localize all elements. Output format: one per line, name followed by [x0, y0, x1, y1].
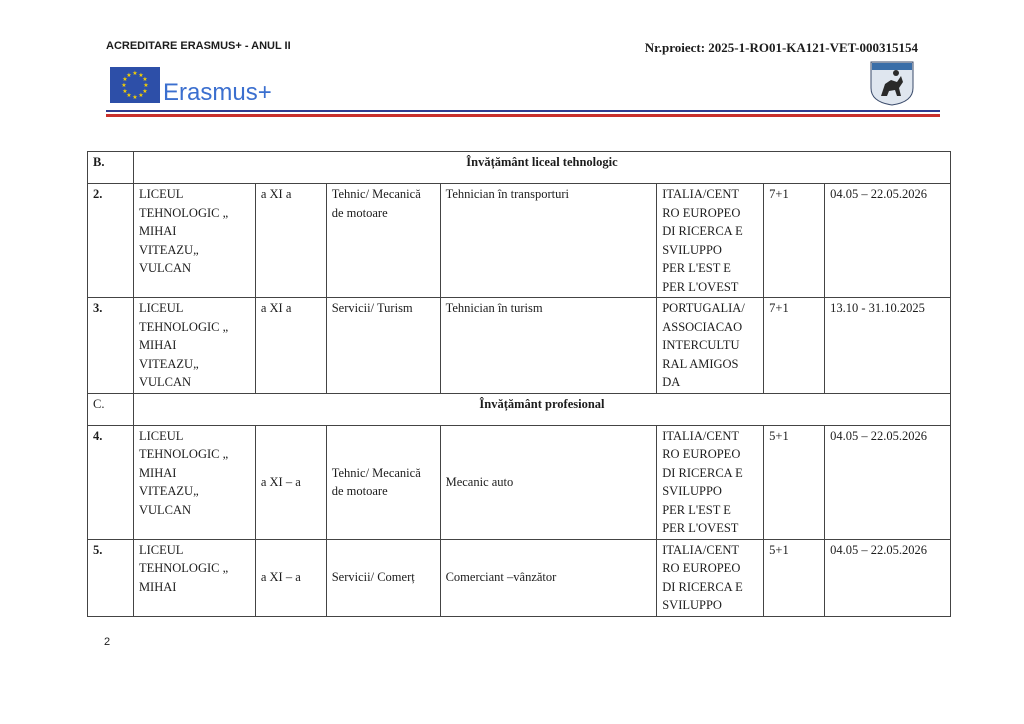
row-number: 2.: [88, 184, 134, 298]
domain-line: Tehnic/ Mecanică: [331, 465, 421, 480]
partner-line: SVILUPPO: [662, 484, 722, 498]
svg-text:★: ★: [142, 76, 148, 83]
school-line: LICEUL: [138, 542, 184, 557]
page-number: 2: [104, 636, 111, 648]
school-line: VITEAZU„: [138, 484, 199, 498]
partner-cell: [657, 539, 764, 616]
header-divider-red: [106, 114, 940, 117]
table-row: [88, 298, 951, 394]
partner-line: SVILUPPO: [662, 598, 722, 612]
header-project-number: Nr.proiect: 2025-1-RO01-KA121-VET-000315154: [644, 40, 918, 55]
participants-cell: 7+1: [764, 184, 825, 298]
school-line: TEHNOLOGIC „: [138, 561, 229, 575]
school-line: MIHAI: [138, 579, 177, 594]
row-number: 3.: [88, 298, 134, 394]
school-line: TEHNOLOGIC „: [138, 205, 229, 220]
header-accreditation: ACREDITARE ERASMUS+ - ANUL II: [106, 40, 291, 52]
domain-line: de motoare: [331, 205, 388, 220]
school-line: LICEUL: [138, 301, 184, 315]
partner-line: ITALIA/CENT: [662, 428, 739, 443]
partner-line: DI RICERCA E: [662, 465, 743, 480]
qualification-cell: Tehnician în turism: [440, 298, 657, 394]
school-line: VITEAZU„: [138, 356, 199, 371]
section-header-row: [88, 393, 951, 425]
svg-text:★: ★: [121, 82, 127, 89]
school-line: TEHNOLOGIC „: [138, 447, 229, 461]
domain-line: Servicii/ Comerț: [331, 570, 415, 585]
school-line: VULCAN: [138, 375, 192, 389]
qualification-cell: Mecanic auto: [440, 425, 657, 539]
section-title: Învățământ liceal tehnologic: [133, 152, 950, 184]
svg-text:★: ★: [138, 92, 144, 99]
partner-line: PER L'OVEST: [662, 279, 739, 294]
partner-line: ITALIA/CENT: [662, 542, 739, 557]
partner-line: DI RICERCA E: [662, 579, 743, 594]
table-row: [88, 539, 951, 616]
domain-line: de motoare: [331, 484, 388, 498]
class-cell: a XI – a: [255, 539, 326, 616]
partner-cell: [657, 425, 764, 539]
partner-line: ITALIA/CENT: [662, 187, 739, 201]
school-line: MIHAI: [138, 224, 177, 238]
domain-cell: [326, 184, 440, 298]
svg-text:★: ★: [143, 82, 149, 89]
header-divider-blue: [106, 110, 940, 112]
period-cell: 04.05 – 22.05.2026: [825, 425, 951, 539]
partner-line: RO EUROPEO: [662, 205, 741, 220]
domain-cell: [326, 425, 440, 539]
school-line: MIHAI: [138, 465, 177, 480]
eu-flag-icon: [110, 67, 160, 103]
school-line: MIHAI: [138, 338, 177, 352]
partner-cell: [657, 298, 764, 394]
class-cell: a XI – a: [255, 425, 326, 539]
section-title: Învățământ profesional: [133, 393, 950, 425]
partner-line: PER L'OVEST: [662, 521, 739, 535]
school-line: TEHNOLOGIC „: [138, 319, 229, 334]
partner-line: SVILUPPO: [662, 242, 722, 257]
class-cell: a XI a: [255, 184, 326, 298]
erasmus-logo-text: Erasmus+: [163, 79, 272, 106]
partner-line: PER L'EST E: [662, 502, 731, 517]
partner-line: RAL AMIGOS: [662, 356, 739, 371]
period-cell: 04.05 – 22.05.2026: [825, 184, 951, 298]
section-header-row: [88, 152, 951, 184]
erasmus-logo: [110, 65, 272, 106]
partner-cell: [657, 184, 764, 298]
participants-cell: 5+1: [764, 539, 825, 616]
class-cell: a XI a: [255, 298, 326, 394]
table-row: [88, 184, 951, 298]
domain-line: Tehnic/ Mecanică: [331, 187, 421, 201]
school-cell: [133, 539, 255, 616]
school-line: VULCAN: [138, 261, 192, 275]
partner-line: RO EUROPEO: [662, 561, 741, 575]
partner-line: DI RICERCA E: [662, 224, 743, 238]
partner-line: INTERCULTU: [662, 338, 740, 352]
school-line: VULCAN: [138, 502, 192, 517]
mobility-table: [87, 151, 951, 617]
period-cell: 13.10 - 31.10.2025: [825, 298, 951, 394]
partner-line: PER L'EST E: [662, 261, 731, 275]
svg-text:★: ★: [126, 72, 132, 79]
partner-line: PORTUGALIA/: [662, 301, 745, 315]
row-number: 4.: [88, 425, 134, 539]
participants-cell: 5+1: [764, 425, 825, 539]
school-line: LICEUL: [138, 428, 184, 443]
school-crest-icon: [869, 60, 915, 106]
svg-text:★: ★: [122, 76, 128, 83]
school-line: VITEAZU„: [138, 242, 199, 257]
partner-line: DA: [662, 375, 681, 389]
school-cell: [133, 425, 255, 539]
row-number: 5.: [88, 539, 134, 616]
domain-line: Servicii/ Turism: [331, 301, 413, 315]
participants-cell: 7+1: [764, 298, 825, 394]
school-cell: [133, 298, 255, 394]
svg-text:★: ★: [132, 94, 138, 101]
qualification-cell: Comerciant –vânzător: [440, 539, 657, 616]
school-cell: [133, 184, 255, 298]
qualification-cell: Tehnician în transporturi: [440, 184, 657, 298]
domain-cell: [326, 539, 440, 616]
section-letter: B.: [88, 152, 134, 184]
period-cell: 04.05 – 22.05.2026: [825, 539, 951, 616]
school-line: LICEUL: [138, 187, 184, 201]
partner-line: ASSOCIACAO: [662, 319, 743, 334]
svg-text:★: ★: [138, 72, 144, 79]
svg-text:★: ★: [126, 92, 132, 99]
table-row: [88, 425, 951, 539]
section-letter: C.: [88, 393, 134, 425]
svg-text:★: ★: [142, 88, 148, 95]
domain-cell: [326, 298, 440, 394]
partner-line: RO EUROPEO: [662, 447, 741, 461]
svg-text:★: ★: [122, 88, 128, 95]
svg-text:★: ★: [132, 70, 138, 77]
